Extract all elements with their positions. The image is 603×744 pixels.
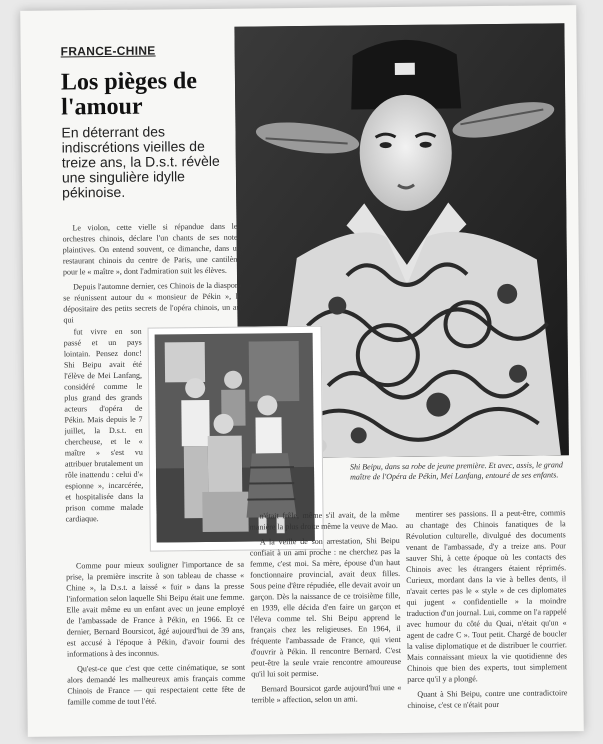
paragraph: Quant à Shi Beipu, contre une contradictoire chinoise, c'est ce n'était pour [407, 688, 568, 710]
paragraph: mentirer ses passions. Il a peut-être, commis au chantage des Chinois fanatiques de la Révolution culturelle, divulgué des documents venant de l'ambassade, d'y a treize ans. Pour sauver Shi, à cette époque où les contacts des Chinois avec les étrangers étaient réprimés. Curieux, mordant dans la vie à belles dents, il n'avait certes pas le « style » de ces diplomates qui jugent « confidentielle » la moindre traduction d'un journal. Lui, comme on l'a rappelé avec humour du côté du Quai, n'était qu'un « agent de cadre C ». Tout petit. Chargé de boucler la valise diplomatique et de distribuer le courrier. Mais connaissant mieux la vie quotidienne des Chinois que bien des experts, tout simplement parce qu'il y a plongé. [405, 508, 568, 684]
paragraph: fut vivre en son passé et un pays lointain. Pensez donc! Shi Beipu avait été l'élève de Mei Lanfang, considéré comme le plus grand des grands acteurs d'opéra de Pékin. Mais depuis le 7 juillet, la D.s.t. en chercheuse, et le « maître » s'est vu attribuer brutalement un rôle inattendu : celui d'« espionne », incarcérée, et hospitalisée dans la prison comme malade cardiaque. [63, 326, 144, 524]
paragraph: n'était frêle, même s'il avait, de la même manière la plus droite même la veuve de Mao. [249, 509, 400, 532]
article-column-3 [405, 507, 567, 731]
paragraph: Depuis l'automne dernier, ces Chinois de la diaspora se réunissent autour du « monsieur de Pékin », le dépositaire des petits secrets de l'opéra chinois, un art qui [63, 280, 242, 325]
paragraph: Qu'est-ce que c'est que cette cinématique, se sont alors demandé les malheureux amis français comme Chinois de France — qui respectaient cette fête de famille comme de tout l'été. [67, 662, 246, 707]
article-column-1-top [62, 221, 241, 325]
paragraph: Bernard Boursicot garde aujourd'hui une « terrible » affection, selon un ami. [251, 682, 402, 705]
paragraph: Le violon, cette vielle si répandue dans les orchestres chinois, déclare l'un chants de ses notes plaintives. On entend souvent, ce dimanche, dans un restaurant chinois du centre de Paris, une cantilène pour le « maître », dont l'admiration suit les élèves. [62, 221, 241, 277]
section-kicker: FRANCE-CHINE [60, 43, 156, 59]
article-column-1-bottom [66, 559, 246, 733]
standfirst: En déterrant des indiscrétions vieilles de treize ans, la D.s.t. révèle une singulière idylle pékinoise. [61, 123, 220, 201]
article-column-2 [249, 509, 401, 733]
article-column-1-narrow [64, 326, 144, 559]
paragraph: A la veille de son arrestation, Shi Beipu confiait à un ami proche : ne cherchez pas la femme, c'est moi. Sa mère, épouse d'un haut fonctionnaire provincial, avait deux filles. Sous peine d'être répudiée, elle devait avoir un garçon. Dès la naissance de ce troisième fille, en 1939, elle décida d'en faire un garçon et l'éleva comme tel. Shi Beipu apprend le français chez les religieuses. En 1964, il fréquente l'ambassade de France, qui vient d'ouvrir à Pékin. Il rencontre Bernard. C'est peut-être la seule vraie rencontre amoureuse qu'il lui soit permise. [249, 535, 402, 679]
newspaper-clipping [20, 5, 584, 737]
paragraph: Comme pour mieux souligner l'importance de sa prise, la première inscrite à son tableau de chasse « Chine », la D.s.t. a laissé « fuir » dans la presse l'information selon laquelle Shi Beipu était une femme. Elle avait même eu un enfant avec un jeune employé de l'ambassade de France à Pékin, en 1966. Et ce dernier, Bernard Boursicot, âgé aujourd'hui de 39 ans, est accusé à l'époque à Pékin, d'avoir fourni des informations à des inconnus. [66, 559, 245, 659]
headline: Los pièges de l'amour [60, 68, 198, 121]
photo-caption: Shi Beipu, dans sa robe de jeune première. Et avec, assis, le grand maître de l'Opéra de Pékin, Mei Lanfang, entouré de ses enfants. [349, 460, 563, 482]
